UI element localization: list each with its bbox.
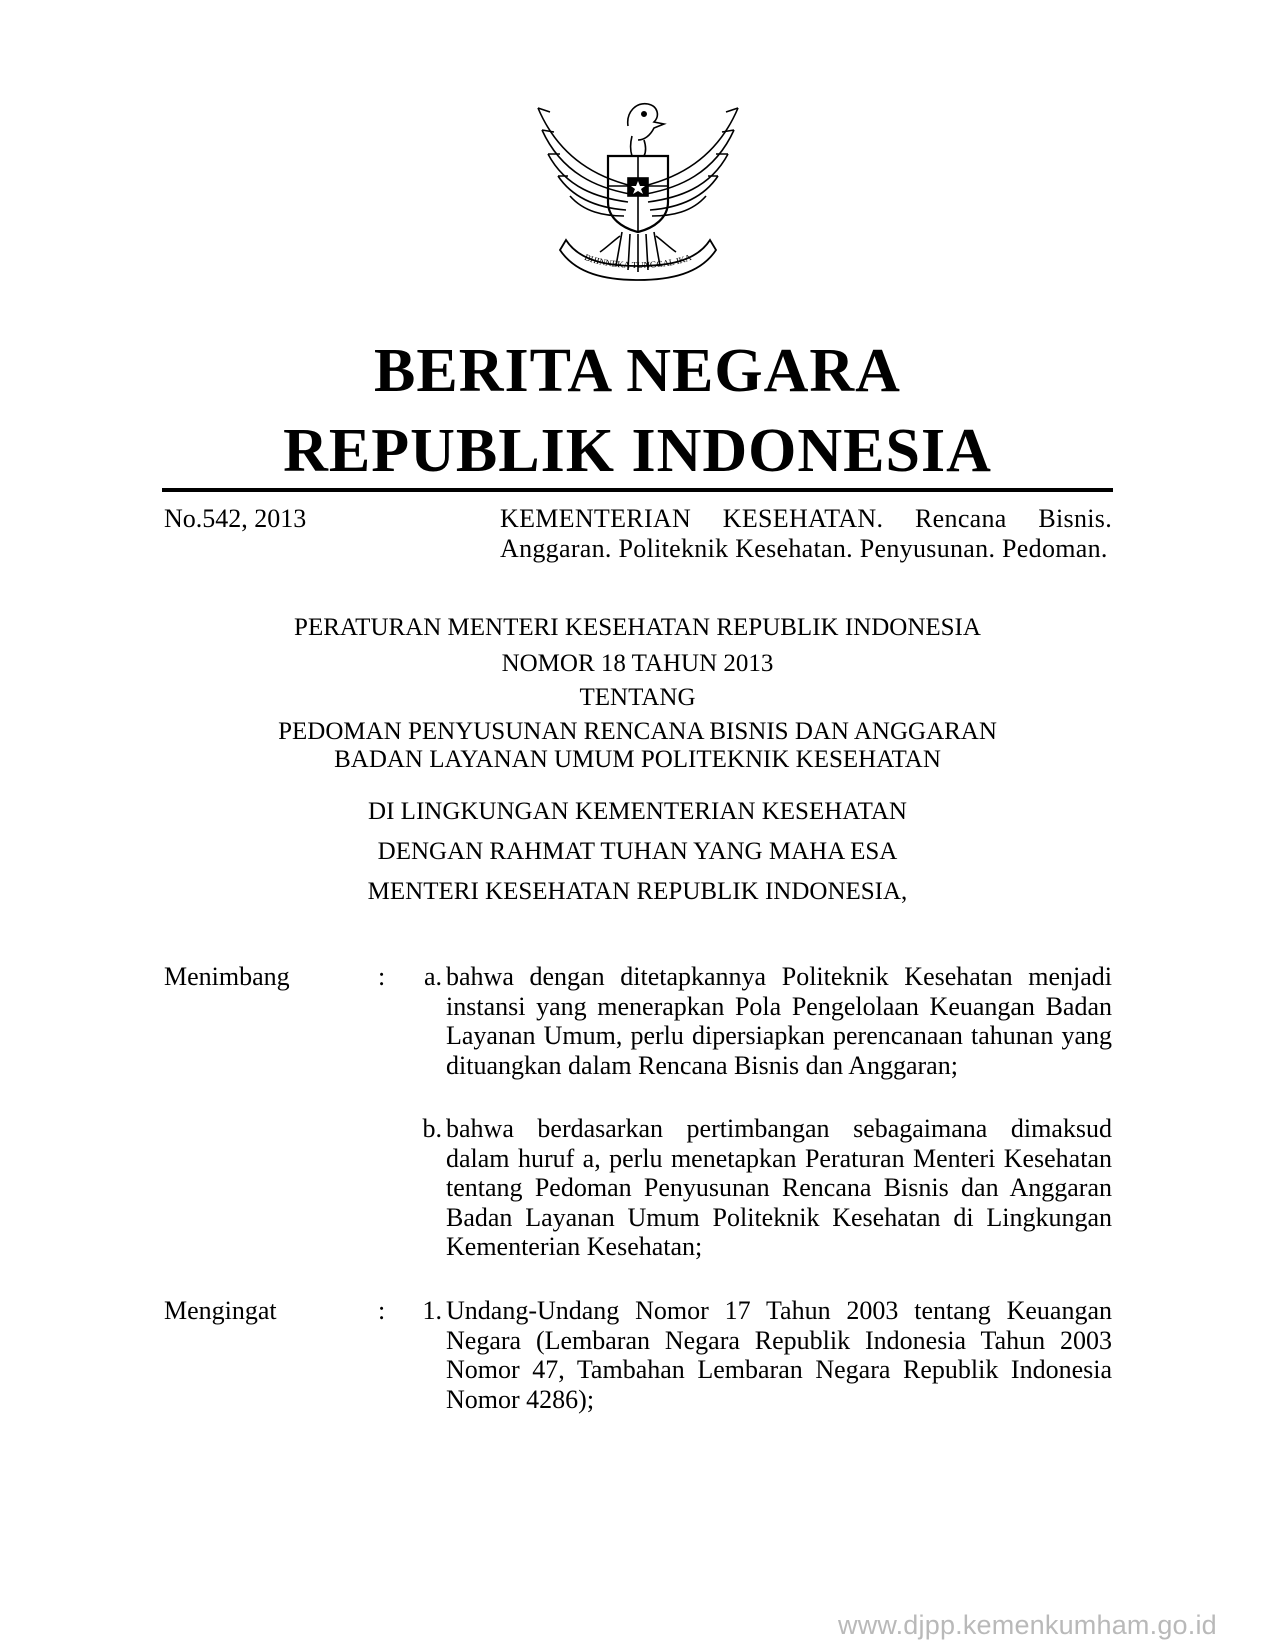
regulation-invocation: DENGAN RAHMAT TUHAN YANG MAHA ESA <box>377 838 898 865</box>
item-marker: 1. <box>422 1296 442 1325</box>
item-text: Undang-Undang Nomor 17 Tahun 2003 tentang Keuangan Negara (Lembaran Negara Republik Indonesia Tahun 2003 Nomor 47, Tambahan Lembaran Negara Republik Indonesia Nomor 4286); <box>446 1296 1112 1414</box>
regulation-subject-line3: DI LINGKUNGAN KEMENTERIAN KESEHATAN <box>368 798 907 825</box>
regulation-about: TENTANG <box>579 684 696 711</box>
gazette-subject: KEMENTERIAN KESEHATAN. Rencana Bisnis. Anggaran. Politeknik Kesehatan. Penyusunan. Pedoman. <box>500 504 1112 563</box>
item-marker: b. <box>422 1114 442 1143</box>
garuda-emblem-icon <box>520 90 756 282</box>
header-divider <box>162 488 1113 492</box>
item-text: bahwa dengan ditetapkannya Politeknik Kesehatan menjadi instansi yang menerapkan Pola Pengelolaan Keuangan Badan Layanan Umum, perlu dipersiapkan perencanaan tahunan yang dituangkan dalam Rencana Bisnis dan Anggaran; <box>446 962 1112 1080</box>
masthead-title: BERITA NEGARA <box>374 337 901 405</box>
regulation-number: NOMOR 18 TAHUN 2013 <box>501 650 774 677</box>
item-marker: a. <box>423 962 442 991</box>
regulation-subject-line2: BADAN LAYANAN UMUM POLITEKNIK KESEHATAN <box>334 746 941 773</box>
gazette-number: No.542, 2013 <box>164 504 307 533</box>
source-watermark: www.djpp.kemenkumham.go.id <box>838 1610 1217 1640</box>
item-text: bahwa berdasarkan pertimbangan sebagaimana dimaksud dalam huruf a, perlu menetapkan Peraturan Menteri Kesehatan tentang Pedoman Penyusunan Rencana Bisnis dan Anggaran Badan Layanan Umum Politeknik Kesehatan di Lingkungan Kementerian Kesehatan; <box>446 1114 1112 1262</box>
considerations-label: Menimbang <box>164 962 290 991</box>
emblem-motto: BHINNEKA TUNGGAL IKA <box>583 252 693 271</box>
consideration-item <box>410 1114 1112 1262</box>
regulation-subject-line1: PEDOMAN PENYUSUNAN RENCANA BISNIS DAN ANGGARAN <box>278 718 997 745</box>
legal-basis-colon: : <box>378 1296 386 1325</box>
regulation-title: PERATURAN MENTERI KESEHATAN REPUBLIK INDONESIA <box>294 614 981 641</box>
masthead-subtitle: REPUBLIK INDONESIA <box>283 417 992 485</box>
legal-basis-label: Mengingat <box>164 1296 277 1325</box>
consideration-item <box>410 962 1112 1080</box>
considerations-colon: : <box>378 962 386 991</box>
regulation-issuer: MENTERI KESEHATAN REPUBLIK INDONESIA, <box>367 878 908 905</box>
legal-basis-item <box>410 1296 1112 1414</box>
